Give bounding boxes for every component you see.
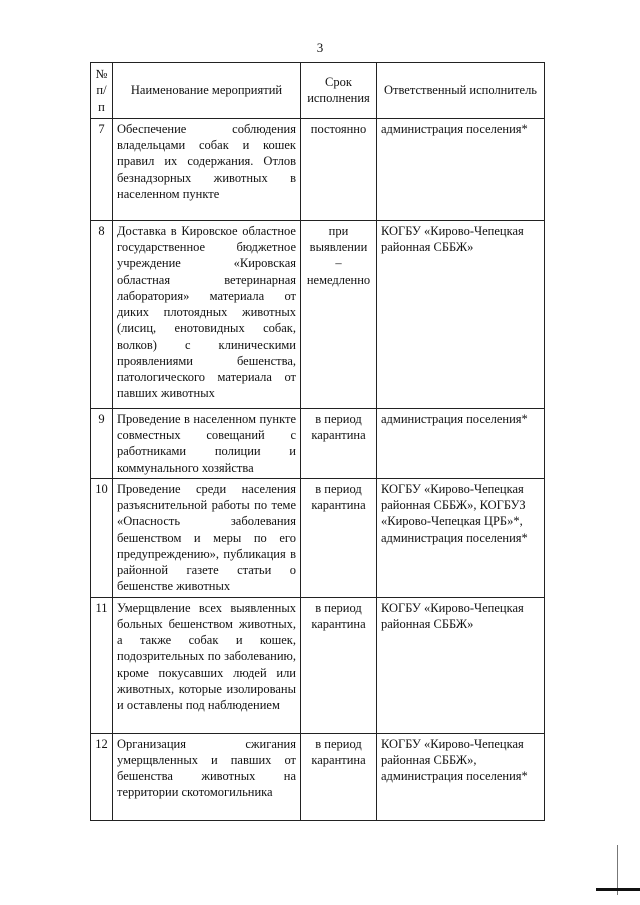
row-name: Проведение среди населения разъяснительной работы по теме «Опасность заболевания бешенством и меры по его предупреждению», публикация в районной газете статьи о бешенстве животных: [113, 478, 301, 597]
table-row: [91, 733, 545, 820]
table-row: [91, 597, 545, 733]
row-term: в период карантина: [301, 478, 377, 597]
row-name: Доставка в Кировское областное государственное бюджетное учреждение «Кировская областная ветеринарная лаборатория» материала от диких плотоядных животных (лисиц, енотовидных собак, волков) с клиническими проявлениями бешенства, патологического материала от павших животных: [113, 220, 301, 408]
table-row: [91, 118, 545, 220]
row-num: 8: [91, 220, 113, 408]
row-term: в период карантина: [301, 597, 377, 733]
table-header-row: [91, 63, 545, 119]
header-responsible: Ответственный исполнитель: [377, 63, 545, 119]
header-term: Срок исполнения: [301, 63, 377, 119]
table-row: [91, 408, 545, 478]
row-num: 11: [91, 597, 113, 733]
table-row: [91, 478, 545, 597]
row-responsible: КОГБУ «Кирово-Чепецкая районная СББЖ»: [377, 220, 545, 408]
row-responsible: КОГБУ «Кирово-Чепецкая районная СББЖ», КОГБУЗ «Кирово-Чепецкая ЦРБ»*, администрация поселения*: [377, 478, 545, 597]
scan-edge-mark: [596, 888, 640, 891]
row-responsible: администрация поселения*: [377, 408, 545, 478]
row-responsible: администрация поселения*: [377, 118, 545, 220]
row-term: постоянно: [301, 118, 377, 220]
page-number: 3: [316, 40, 324, 55]
row-name: Обеспечение соблюдения владельцами собак и кошек правил их содержания. Отлов безнадзорных животных в населенном пункте: [113, 118, 301, 220]
row-term: в период карантина: [301, 408, 377, 478]
row-term: в период карантина: [301, 733, 377, 820]
row-num: 10: [91, 478, 113, 597]
row-num: 7: [91, 118, 113, 220]
activities-table: [90, 62, 545, 821]
table-row: [91, 220, 545, 408]
row-name: Умерщвление всех выявленных больных бешенством животных, а также собак и кошек, подозрительных по заболеванию, кроме покусавших людей или животных, которые изолированы и оставлены под наблюдением: [113, 597, 301, 733]
row-name: Организация сжигания умерщвленных и павших от бешенства животных на территории скотомогильника: [113, 733, 301, 820]
row-responsible: КОГБУ «Кирово-Чепецкая районная СББЖ», администрация поселения*: [377, 733, 545, 820]
row-name: Проведение в населенном пункте совместных совещаний с работниками полиции и коммунального хозяйства: [113, 408, 301, 478]
header-num: № п/п: [91, 63, 113, 119]
row-term: при выявлении – немедленно: [301, 220, 377, 408]
row-num: 9: [91, 408, 113, 478]
row-responsible: КОГБУ «Кирово-Чепецкая районная СББЖ»: [377, 597, 545, 733]
row-num: 12: [91, 733, 113, 820]
header-name: Наименование мероприятий: [113, 63, 301, 119]
